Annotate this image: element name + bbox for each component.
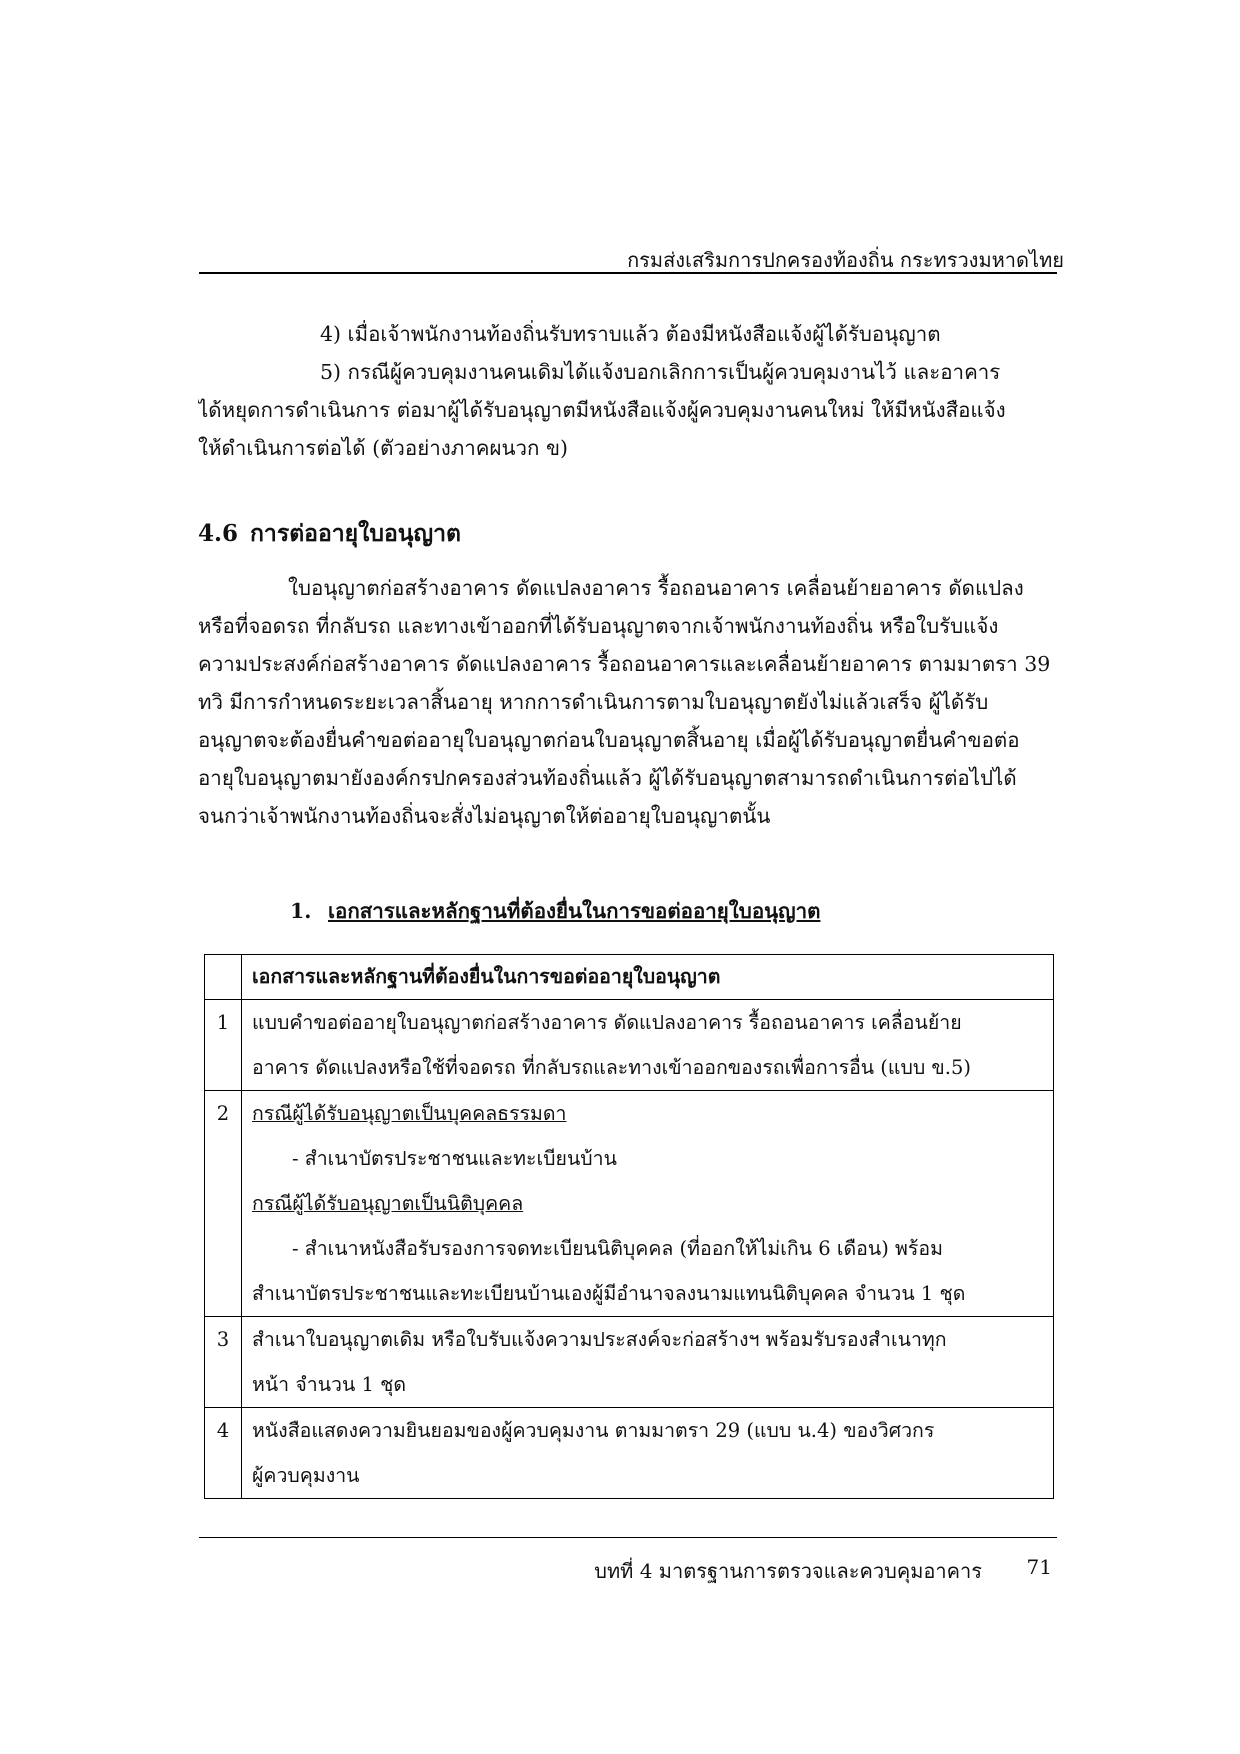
case-title-juristic: กรณีผู้ได้รับอนุญาตเป็นนิติบุคคล bbox=[252, 1192, 524, 1215]
row-number: 2 bbox=[205, 1091, 242, 1317]
section-title: การต่ออายุใบอนุญาต bbox=[250, 520, 461, 547]
intro-item-5-line-2: ได้หยุดการดำเนินการ ต่อมาผู้ได้รับอนุญาตมีหนังสือแจ้งผู้ควบคุมงานคนใหม่ ให้มีหนังสือแจ้ง bbox=[198, 398, 1006, 422]
row-content bbox=[242, 1317, 1054, 1408]
case-title-individual: กรณีผู้ได้รับอนุญาตเป็นบุคคลธรรมดา bbox=[252, 1102, 567, 1125]
table-row bbox=[205, 1000, 1054, 1091]
section-paragraph bbox=[198, 569, 1058, 835]
intro-item-5-line-3: ให้ดำเนินการต่อได้ (ตัวอย่างภาคผนวก ข) bbox=[198, 436, 568, 460]
intro-block bbox=[198, 315, 1058, 467]
subsection-number: 1. bbox=[290, 899, 312, 923]
paragraph-line: อนุญาตจะต้องยื่นคำขอต่ออายุใบอนุญาตก่อนใบอนุญาตสิ้นอายุ เมื่อผู้ได้รับอนุญาตยื่นคำขอต่อ bbox=[198, 728, 1020, 752]
row-content bbox=[242, 1000, 1054, 1091]
subsection-title: เอกสารและหลักฐานที่ต้องยื่นในการขอต่ออายุใบอนุญาต bbox=[328, 899, 821, 923]
paragraph-line: ทวิ มีการกำหนดระยะเวลาสิ้นอายุ หากการดำเนินการตามใบอนุญาตยังไม่แล้วเสร็จ ผู้ได้รับ bbox=[198, 690, 989, 714]
footer-divider bbox=[199, 1537, 1057, 1538]
row-content bbox=[242, 1091, 1054, 1317]
paragraph-line: จนกว่าเจ้าพนักงานท้องถิ่นจะสั่งไม่อนุญาตให้ต่ออายุใบอนุญาตนั้น bbox=[198, 804, 771, 828]
paragraph-line: ใบอนุญาตก่อสร้างอาคาร ดัดแปลงอาคาร รื้อถอนอาคาร เคลื่อนย้ายอาคาร ดัดแปลง bbox=[288, 576, 1024, 600]
table-row bbox=[205, 1091, 1054, 1317]
table-row bbox=[205, 1408, 1054, 1499]
paragraph-line: หรือที่จอดรถ ที่กลับรถ และทางเข้าออกที่ได้รับอนุญาตจากเจ้าพนักงานท้องถิ่น หรือใบรับแจ้ง bbox=[198, 614, 999, 638]
row-text-line: สำเนาใบอนุญาตเดิม หรือใบรับแจ้งความประสงค์จะก่อสร้างฯ พร้อมรับรองสำเนาทุก bbox=[252, 1328, 947, 1351]
row-number: 3 bbox=[205, 1317, 242, 1408]
table-header-row bbox=[205, 955, 1054, 1000]
table-header-label: เอกสารและหลักฐานที่ต้องยื่นในการขอต่ออายุใบอนุญาต bbox=[242, 955, 1054, 1000]
case-item: - สำเนาบัตรประชาชนและทะเบียนบ้าน bbox=[292, 1147, 617, 1170]
row-text-line: อาคาร ดัดแปลงหรือใช้ที่จอดรถ ที่กลับรถและทางเข้าออกของรถเพื่อการอื่น (แบบ ข.5) bbox=[252, 1056, 971, 1079]
table-row bbox=[205, 1317, 1054, 1408]
running-header: กรมส่งเสริมการปกครองท้องถิ่น กระทรวงมหาดไทย bbox=[627, 248, 1064, 272]
intro-item-4: 4) เมื่อเจ้าพนักงานท้องถิ่นรับทราบแล้ว ต้องมีหนังสือแจ้งผู้ได้รับอนุญาต bbox=[320, 322, 941, 346]
row-text-line: ผู้ควบคุมงาน bbox=[252, 1464, 360, 1487]
page-number: 71 bbox=[1026, 1555, 1052, 1579]
intro-item-5-line-1: 5) กรณีผู้ควบคุมงานคนเดิมได้แจ้งบอกเลิกการเป็นผู้ควบคุมงานไว้ และอาคาร bbox=[320, 360, 1001, 384]
footer-chapter: บทที่ 4 มาตรฐานการตรวจและควบคุมอาคาร bbox=[594, 1559, 982, 1583]
header-divider bbox=[199, 272, 1057, 274]
row-text-line: แบบคำขอต่ออายุใบอนุญาตก่อสร้างอาคาร ดัดแปลงอาคาร รื้อถอนอาคาร เคลื่อนย้าย bbox=[252, 1011, 962, 1034]
row-number: 1 bbox=[205, 1000, 242, 1091]
row-content bbox=[242, 1408, 1054, 1499]
table-header-num bbox=[205, 955, 242, 1000]
row-text-line: สำเนาบัตรประชาชนและทะเบียนบ้านเองผู้มีอำนาจลงนามแทนนิติบุคคล จำนวน 1 ชุด bbox=[252, 1282, 966, 1305]
row-text-line: หนังสือแสดงความยินยอมของผู้ควบคุมงาน ตามมาตรา 29 (แบบ น.4) ของวิศวกร bbox=[252, 1419, 935, 1442]
paragraph-line: ความประสงค์ก่อสร้างอาคาร ดัดแปลงอาคาร รื้อถอนอาคารและเคลื่อนย้ายอาคาร ตามมาตรา 39 bbox=[198, 652, 1051, 676]
section-heading bbox=[198, 515, 1058, 553]
row-text-line: หน้า จำนวน 1 ชุด bbox=[252, 1373, 407, 1396]
paragraph-line: อายุใบอนุญาตมายังองค์กรปกครองส่วนท้องถิ่นแล้ว ผู้ได้รับอนุญาตสามารถดำเนินการต่อไปได้ bbox=[198, 766, 1017, 790]
case-item: - สำเนาหนังสือรับรองการจดทะเบียนนิติบุคคล (ที่ออกให้ไม่เกิน 6 เดือน) พร้อม bbox=[292, 1237, 943, 1260]
subsection-heading bbox=[198, 892, 1150, 930]
documents-table bbox=[204, 954, 1054, 1499]
row-number: 4 bbox=[205, 1408, 242, 1499]
section-number: 4.6 bbox=[198, 520, 239, 547]
